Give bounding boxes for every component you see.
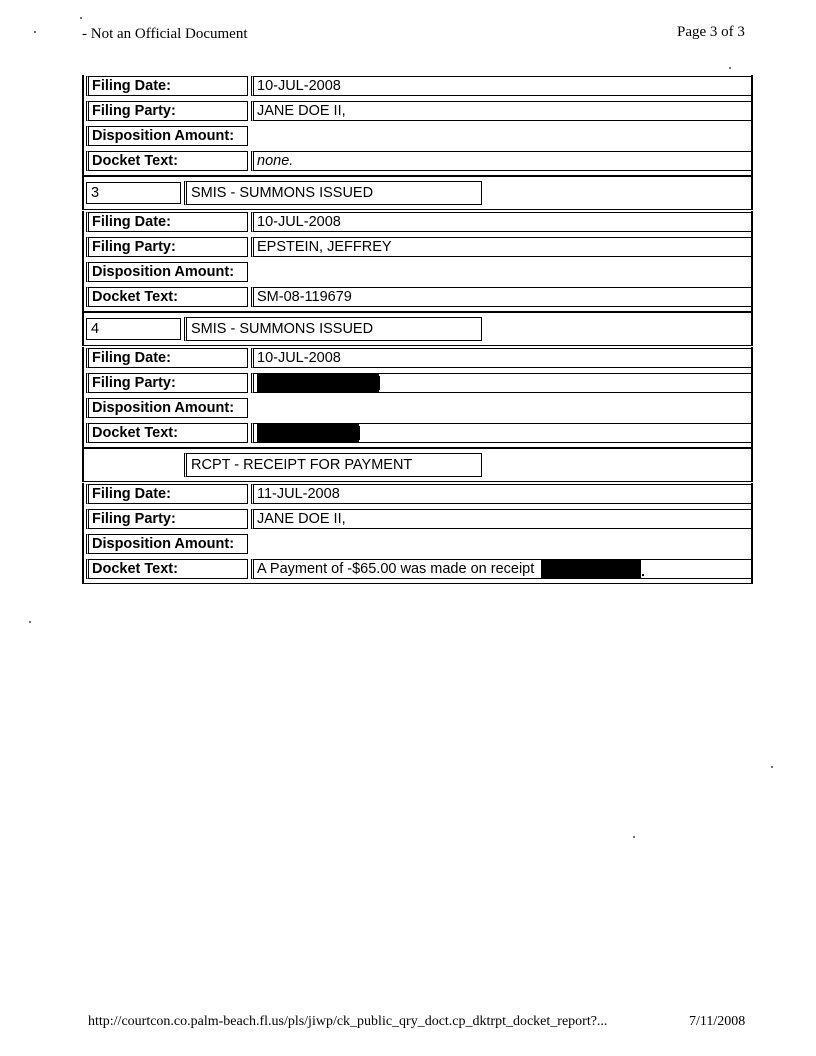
page-number: Page 3 of 3	[677, 24, 745, 40]
docket-text-row	[84, 286, 751, 311]
docket-text-label: Docket Text:	[86, 559, 248, 579]
filing-party-value: JANE DOE II,	[251, 101, 753, 121]
disposition-amount-label: Disposition Amount:	[86, 126, 248, 146]
filing-date-label: Filing Date:	[86, 212, 248, 232]
redaction-bar	[257, 424, 359, 442]
docket-entry-header	[82, 312, 753, 346]
filing-party-value: JANE DOE II,	[251, 509, 753, 529]
redaction-bar	[257, 374, 379, 392]
docket-text-value: SM-08-119679	[251, 287, 753, 307]
docket-entry-header	[82, 176, 753, 210]
docket-text-value-redacted	[251, 423, 753, 443]
scan-speck	[34, 31, 36, 33]
filing-date-value: 10-JUL-2008	[251, 212, 753, 232]
page-footer	[88, 1014, 746, 1030]
print-date: 7/11/2008	[689, 1014, 746, 1029]
redaction-bar	[541, 560, 641, 578]
docket-text-content: A Payment of -$65.00 was made on receipt	[257, 561, 535, 577]
filing-party-label: Filing Party:	[86, 509, 248, 529]
entry-code: SMIS - SUMMONS ISSUED	[184, 317, 482, 341]
filing-date-label: Filing Date:	[86, 76, 248, 96]
filing-party-label: Filing Party:	[86, 373, 248, 393]
disposition-amount-row	[84, 261, 751, 286]
disposition-amount-label: Disposition Amount:	[86, 262, 248, 282]
redaction-edge	[379, 376, 380, 390]
docket-entry-header	[82, 448, 753, 482]
filing-party-value: EPSTEIN, JEFFREY	[251, 237, 753, 257]
docket-text-row	[84, 150, 751, 175]
disposition-amount-label: Disposition Amount:	[86, 534, 248, 554]
filing-party-row	[84, 372, 751, 397]
filing-date-row	[84, 75, 751, 100]
entry-code: RCPT - RECEIPT FOR PAYMENT	[184, 453, 482, 477]
document-disclaimer: - Not an Official Document	[82, 26, 248, 42]
scan-speck	[80, 17, 82, 19]
filing-date-label: Filing Date:	[86, 348, 248, 368]
filing-date-value: 10-JUL-2008	[251, 348, 753, 368]
docket-text-label: Docket Text:	[86, 151, 248, 171]
disposition-amount-label: Disposition Amount:	[86, 398, 248, 418]
entry-number: 3	[86, 182, 181, 204]
docket-table	[82, 75, 753, 584]
scan-speck	[29, 621, 31, 623]
entry-number: 4	[86, 318, 181, 340]
filing-date-value: 11-JUL-2008	[251, 484, 753, 504]
disposition-amount-value	[251, 534, 753, 554]
filing-party-row	[84, 508, 751, 533]
disposition-amount-value	[251, 126, 753, 146]
disposition-amount-row	[84, 397, 751, 422]
source-url: http://courtcon.co.palm-beach.fl.us/pls/jiwp/ck_public_qry_doct.cp_dktrpt_docket_report?...	[88, 1014, 608, 1029]
period-mark	[642, 574, 644, 576]
filing-date-row	[84, 347, 751, 372]
filing-party-row	[84, 100, 751, 125]
docket-text-row	[84, 422, 751, 447]
filing-date-row	[84, 211, 751, 236]
redaction-edge	[359, 426, 360, 440]
filing-party-row	[84, 236, 751, 261]
filing-date-row	[84, 483, 751, 508]
docket-entry-details	[82, 211, 753, 312]
filing-party-value-redacted	[251, 373, 753, 393]
scan-speck	[729, 67, 731, 69]
entry-number	[86, 454, 181, 476]
filing-date-value: 10-JUL-2008	[251, 76, 753, 96]
scan-speck	[771, 766, 773, 768]
filing-party-label: Filing Party:	[86, 237, 248, 257]
docket-text-row	[84, 558, 751, 583]
docket-text-value	[251, 559, 753, 579]
docket-entry-details	[82, 347, 753, 448]
docket-text-label: Docket Text:	[86, 423, 248, 443]
disposition-amount-row	[84, 533, 751, 558]
docket-entry-details	[82, 483, 753, 584]
filing-party-label: Filing Party:	[86, 101, 248, 121]
docket-text-label: Docket Text:	[86, 287, 248, 307]
disposition-amount-value	[251, 262, 753, 282]
docket-text-value: none.	[251, 151, 753, 171]
disposition-amount-row	[84, 125, 751, 150]
entry-code: SMIS - SUMMONS ISSUED	[184, 181, 482, 205]
docket-entry-details	[82, 75, 753, 176]
scan-speck	[633, 836, 635, 838]
filing-date-label: Filing Date:	[86, 484, 248, 504]
disposition-amount-value	[251, 398, 753, 418]
